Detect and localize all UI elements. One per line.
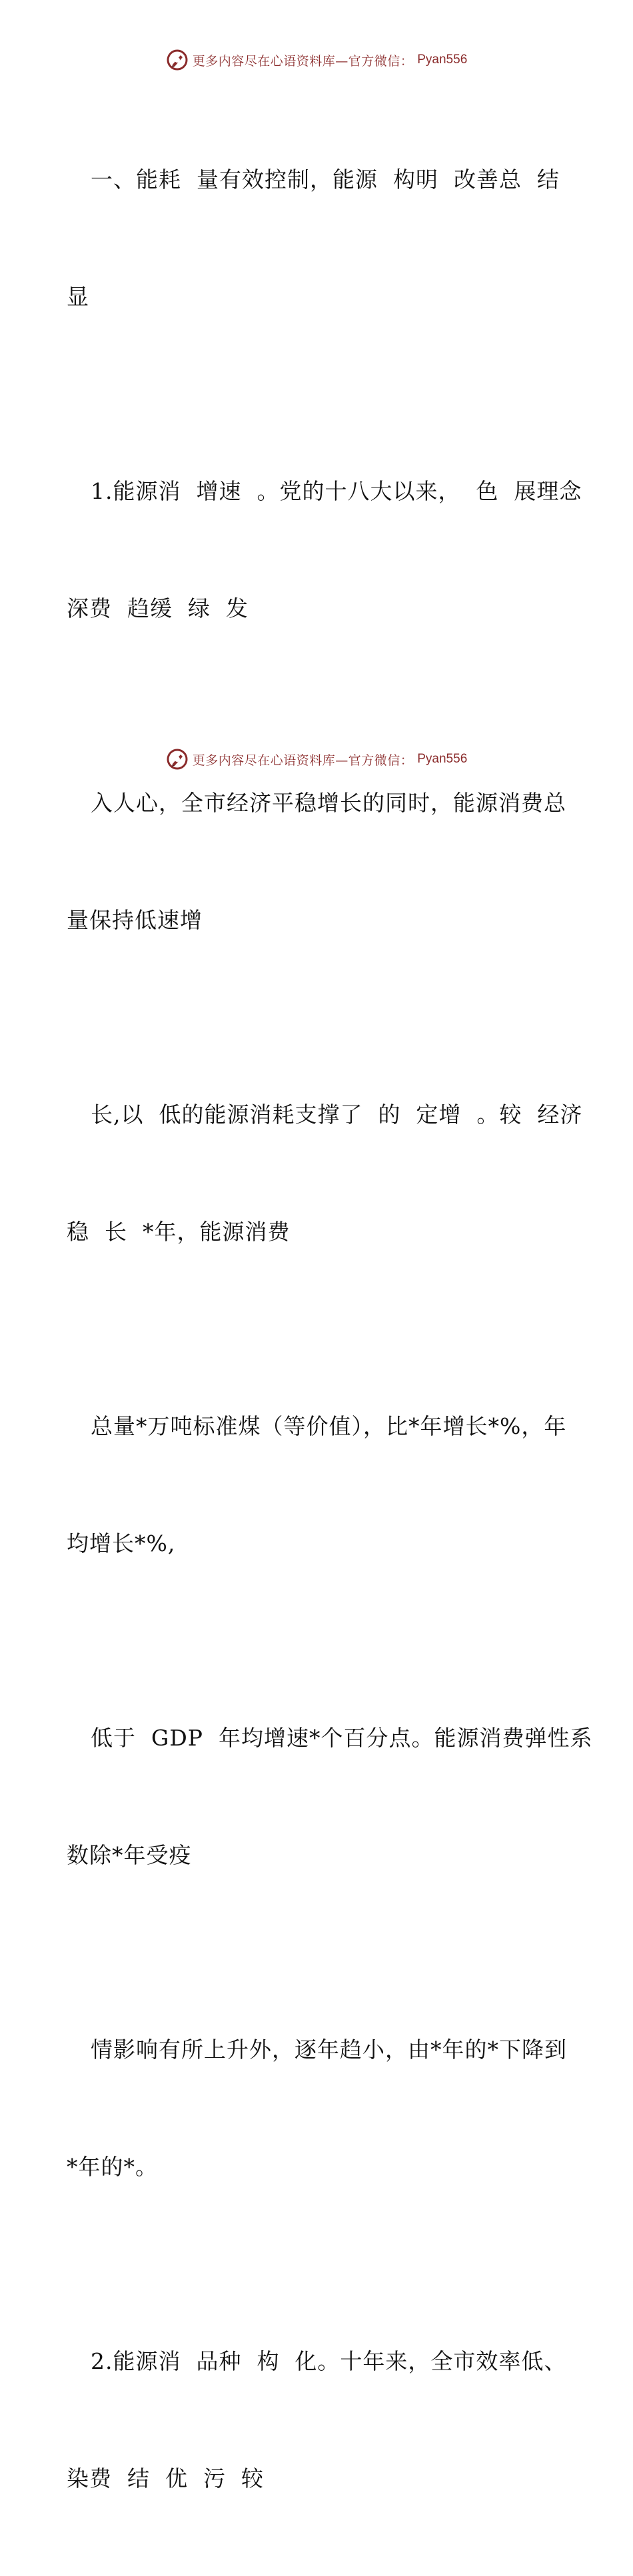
paragraph-line: 低于 GDP 年均增速*个百分点。能源消费弹性系 [91,1725,593,1751]
document-body [67,83,593,2576]
footer-banner-id: Pyan556 [417,752,468,766]
paragraph [67,1329,568,1641]
paragraph-line: 数除*年受疫 [67,1841,192,1868]
paragraph [67,2264,568,2576]
paragraph [67,83,568,394]
paragraph [67,1018,583,1329]
paragraph-line: *年的*。 [67,2153,158,2180]
pen-logo-icon [166,748,189,771]
paragraph-line: 1.能源消 增速 。党的十八大以来， 色 展理念 [91,478,582,504]
paragraph-line: 2.能源消 品种 构 化。十年来，全市效率低、 [91,2348,567,2374]
header-banner [0,47,633,73]
paragraph-line: 总量*万吨标准煤（等价值），比*年增长*%，年 [91,1413,567,1439]
paragraph-line: 一、能耗 量有效控制，能源 构明 改善总 结 [91,166,560,192]
paragraph [67,1953,568,2264]
paragraph [67,394,582,706]
paragraph-line: 长,以 低的能源消耗支撑了 的 定增 。较 经济 [91,1102,583,1127]
pen-logo-icon [166,49,189,71]
paragraph-line: 量保持低速增 [67,906,203,933]
paragraph-line: 情影响有所上升外，逐年趋小，由*年的*下降到 [91,2037,567,2063]
header-banner-text: 更多内容尽在心语资料库—官方微信： [192,53,414,69]
paragraph [67,1641,593,1953]
paragraph-line: 稳 长 *年，能源消费 [67,1218,291,1245]
footer-banner-text: 更多内容尽在心语资料库—官方微信： [192,753,414,768]
paragraph-line: 入人心，全市经济平稳增长的同时，能源消费总 [91,790,566,816]
paragraph-line: 深费 趋缓 绿 发 [67,595,249,621]
paragraph-line: 均增长*%, [67,1530,176,1556]
paragraph-line: 显 [67,283,89,310]
paragraph-line: 染费 结 优 污 较 [67,2465,264,2491]
header-banner-id: Pyan556 [417,53,468,67]
footer-banner [0,746,633,773]
